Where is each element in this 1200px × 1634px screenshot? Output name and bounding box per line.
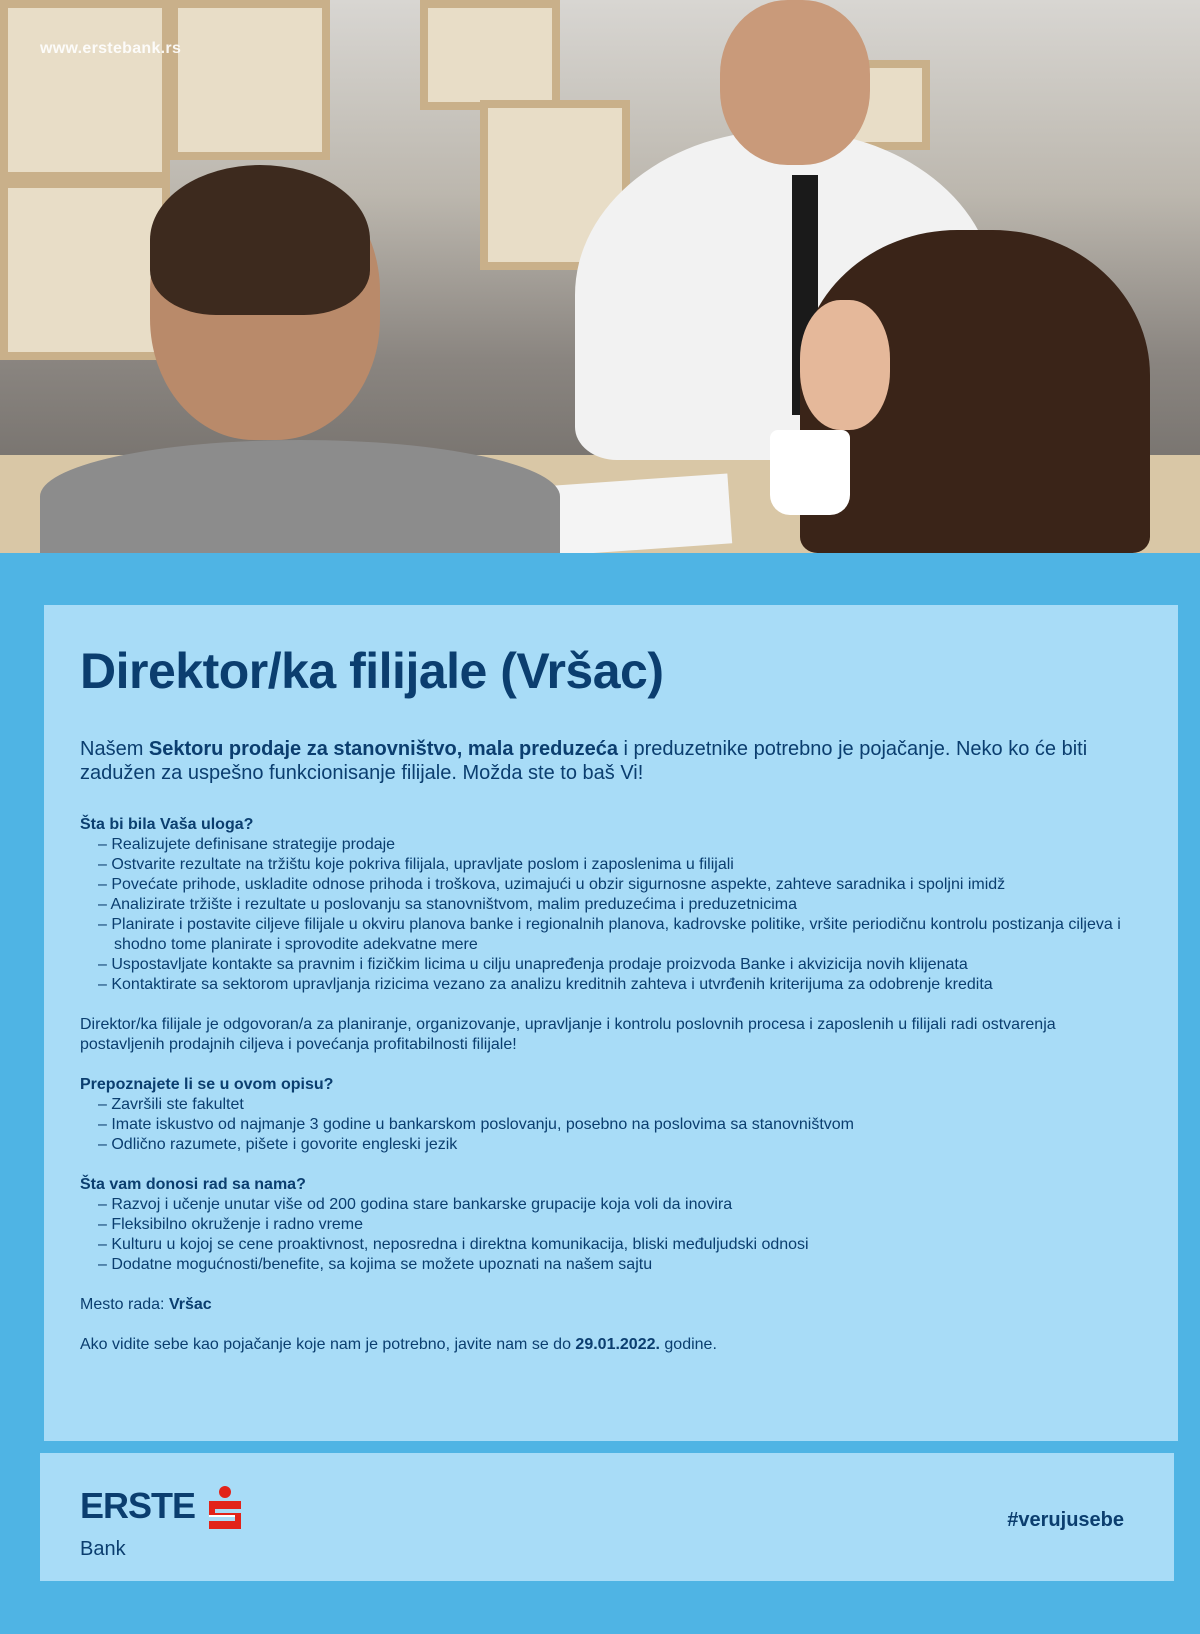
- erste-s-logo-icon: [205, 1485, 245, 1536]
- person-left: [40, 440, 560, 553]
- deadline-post: godine.: [659, 1336, 717, 1353]
- list-item: – Ostvarite rezultate na tržištu koje pokriva filijala, upravljate poslom i zaposlenima u filijali: [98, 855, 1142, 875]
- list-item: – Realizujete definisane strategije prodaje: [98, 835, 1142, 855]
- logo-word: ERSTE: [80, 1485, 196, 1526]
- deadline-line: [80, 1335, 1142, 1355]
- deadline-date: 29.01.2022.: [575, 1336, 660, 1353]
- benefits-heading: Šta vam donosi rad sa nama?: [80, 1176, 306, 1193]
- shelf-decoration: [170, 0, 330, 160]
- deadline-pre: Ako vidite sebe kao pojačanje koje nam je potrebno, javite nam se do: [80, 1336, 576, 1353]
- list-item: – Završili ste fakultet: [98, 1095, 1142, 1115]
- list-item: – Razvoj i učenje unutar više od 200 godina stare bankarske grupacije koja voli da inovira: [98, 1195, 1142, 1215]
- hero-url[interactable]: www.erstebank.rs: [40, 40, 182, 57]
- hashtag: #verujusebe: [1007, 1509, 1124, 1531]
- job-title: Direktor/ka filijale (Vršac): [80, 643, 664, 699]
- list-item: – Planirate i postavite ciljeve filijale u okviru planova banke i regionalnih planova, kadrovske politike, vršite periodičnu kontrolu postizanja ciljeva i shodno tome planirate i sprovodite adekvatne mere: [98, 915, 1142, 955]
- logo-sub: Bank: [80, 1538, 126, 1560]
- requirements-list: [80, 1095, 1142, 1155]
- responsibility-paragraph: Direktor/ka filijale je odgovoran/a za planiranje, organizovanje, upravljanje i kontrolu poslovnih procesa i zaposlenih u filijali radi ostvarenja postavljenih prodajnih ciljeva i povećanja profitabilnosti filijale!: [80, 1016, 1056, 1053]
- list-item: – Dodatne mogućnosti/benefite, sa kojima se možete upoznati na našem sajtu: [98, 1255, 1142, 1275]
- footer-panel: [40, 1453, 1174, 1581]
- paper-decoration: [538, 473, 732, 553]
- list-item: – Kulturu u kojoj se cene proaktivnost, neposredna i direktna komunikacija, bliski međuljudski odnosi: [98, 1235, 1142, 1255]
- shelf-decoration: [0, 180, 170, 360]
- list-item: – Uspostavljate kontakte sa pravnim i fizičkim licima u cilju unapređenja prodaje proizvoda Banke i akvizicija novih klijenata: [98, 955, 1142, 975]
- hero-photo: [0, 0, 1200, 553]
- shelf-decoration: [420, 0, 560, 110]
- list-item: – Analizirate tržište i rezultate u poslovanju sa stanovništvom, malim preduzećima i preduzetnicima: [98, 895, 1142, 915]
- shelf-decoration: [0, 0, 170, 180]
- intro-paragraph: [80, 737, 1142, 785]
- role-heading: Šta bi bila Vaša uloga?: [80, 816, 254, 833]
- erste-bank-logo[interactable]: [80, 1487, 245, 1560]
- list-item: – Fleksibilno okruženje i radno vreme: [98, 1215, 1142, 1235]
- list-item: – Odlično razumete, pišete i govorite engleski jezik: [98, 1135, 1142, 1155]
- person-standing-head: [720, 0, 870, 165]
- benefits-list: [80, 1195, 1142, 1275]
- location-label: Mesto rada:: [80, 1296, 169, 1313]
- list-item: – Povećate prihode, uskladite odnose prihoda i troškova, uzimajući u obzir sigurnosne aspekte, zahteve saradnika i spoljni imidž: [98, 875, 1142, 895]
- location-line: [80, 1295, 1142, 1315]
- list-item: – Imate iskustvo od najmanje 3 godine u bankarskom poslovanju, posebno na poslovima sa stanovništvom: [98, 1115, 1142, 1135]
- intro-pre: Našem: [80, 738, 149, 760]
- person-right-face: [800, 300, 890, 430]
- list-item: – Kontaktirate sa sektorom upravljanja rizicima vezano za analizu kreditnih zahteva i utvrđenih kriterijuma za odobrenje kredita: [98, 975, 1142, 995]
- role-list: [80, 835, 1142, 995]
- location-value: Vršac: [168, 1296, 212, 1313]
- intro-bold: Sektoru prodaje za stanovništvo, mala preduzeća: [148, 738, 618, 760]
- person-left-hair: [150, 165, 370, 315]
- requirements-heading: Prepoznajete li se u ovom opisu?: [80, 1076, 334, 1093]
- job-ad-card: [44, 605, 1178, 1441]
- coffee-cup: [770, 430, 850, 515]
- intro-post: i preduzetnike potrebno je pojačanje. Neko ko će biti zadužen za uspešno funkcionisanje filijale. Možda ste to baš Vi!: [80, 738, 1088, 784]
